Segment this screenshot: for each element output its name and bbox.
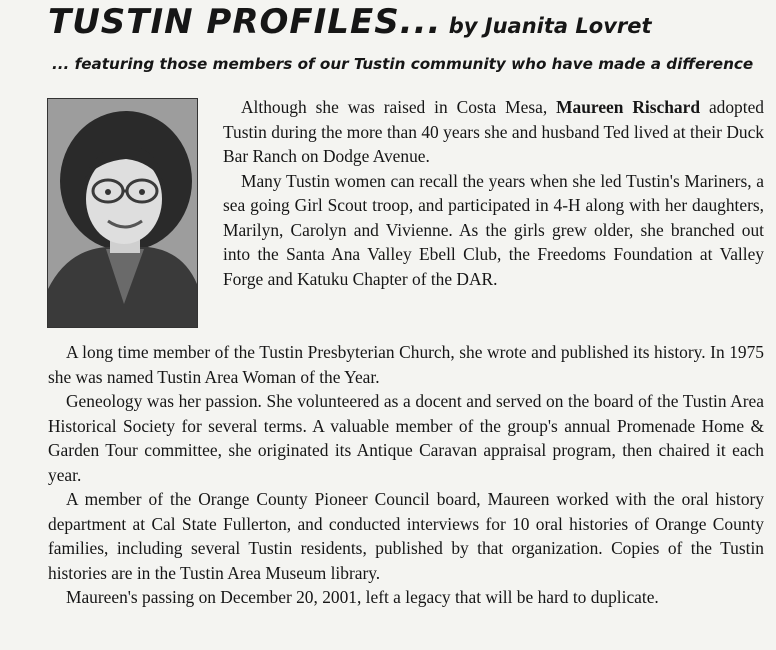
paragraph-4: Geneology was her passion. She volunteered as a docent and served on the board of the Tustin Area Historical Society for several terms. A valuable member of the group's annual Promenade Home & Garden Tour committee, she originated its Antique Caravan appraisal program, then chaired it each year. <box>48 391 764 485</box>
paragraph-3: A long time member of the Tustin Presbyterian Church, she wrote and published its history. In 1975 she was named Tustin Area Woman of the Year. <box>48 342 764 387</box>
paragraph-6: Maureen's passing on December 20, 2001, left a legacy that will be hard to duplicate. <box>66 587 659 607</box>
subtitle: ... featuring those members of our Tustin community who have made a difference <box>52 55 754 73</box>
byline: by Juanita Lovret <box>441 14 652 38</box>
article-bottom-column <box>48 340 764 610</box>
article-top-column <box>223 95 764 291</box>
portrait-photo <box>47 98 198 328</box>
paragraph-5: A member of the Orange County Pioneer Council board, Maureen worked with the oral history department at Cal State Fullerton, and conducted interviews for 10 oral histories of Orange County families, including several Tustin residents, published by that organization. Copies of the Tustin histories are in the Tustin Area Museum library. <box>48 489 764 583</box>
title-main: TUSTIN PROFILES... <box>48 2 442 42</box>
paragraph-1: Although she was raised in Costa Mesa, Maureen Rischard adopted Tustin during the more than 40 years she and husband Ted lived at their Duck Bar Ranch on Dodge Avenue. <box>223 97 764 166</box>
portrait-image <box>48 99 197 327</box>
subject-name: Maureen Rischard <box>556 97 701 117</box>
article-title <box>48 2 652 42</box>
paragraph-2: Many Tustin women can recall the years when she led Tustin's Mariners, a sea going Girl Scout troop, and participated in 4-H along with her daughters, Marilyn, Carolyn and Vivienne. As the girls grew older, she branched out into the Santa Ana Valley Ebell Club, the Freedoms Foundation at Valley Forge and Katuku Chapter of the DAR. <box>223 170 764 289</box>
